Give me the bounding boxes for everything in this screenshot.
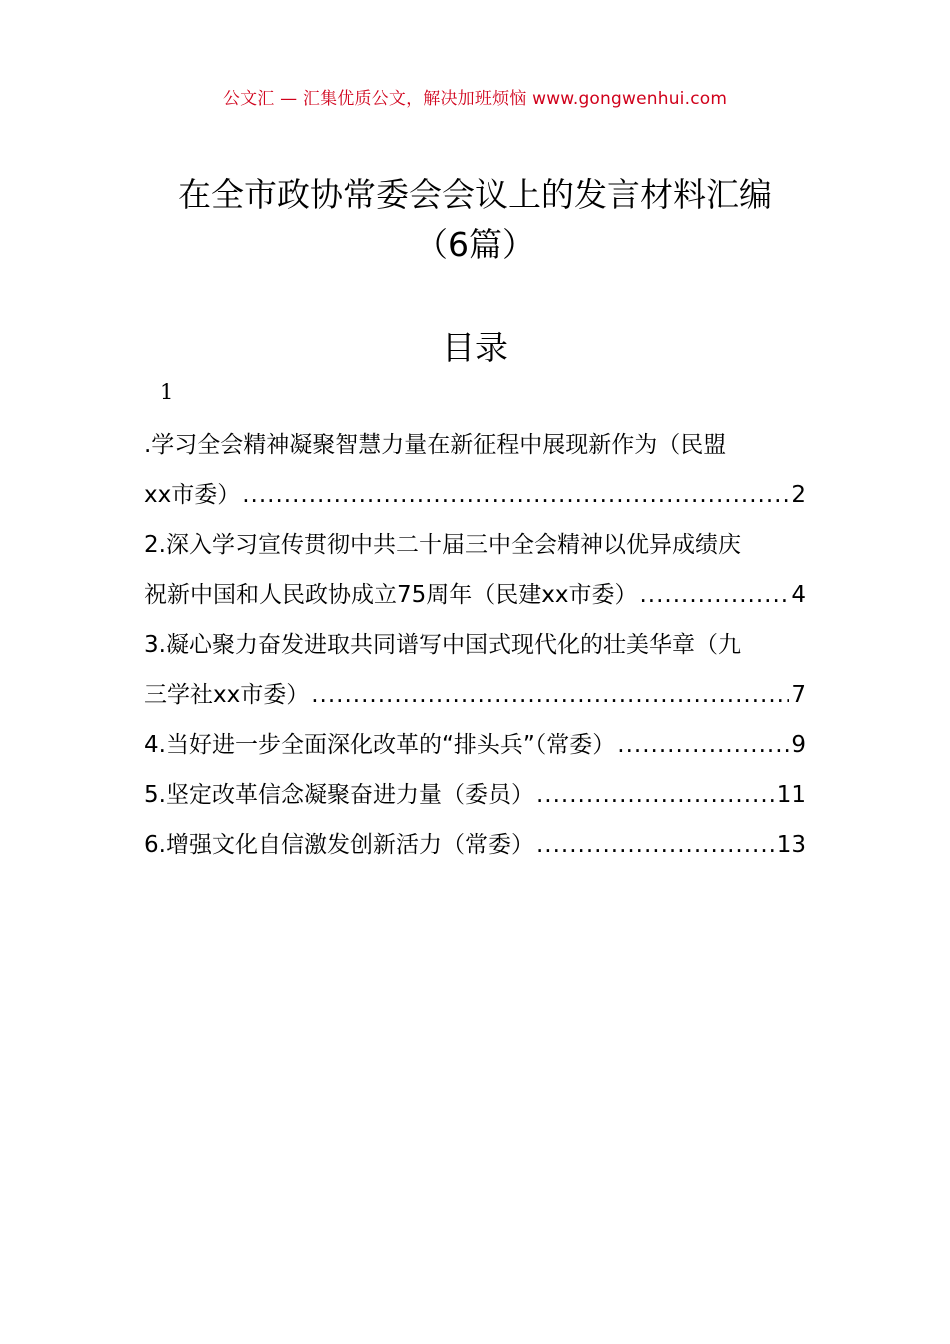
toc-entry-2-line-1[interactable]: 2.深入学习宣传贯彻中共二十届三中全会精神以优异成绩庆: [144, 532, 741, 558]
watermark-header: 公文汇 — 汇集优质公文，解决加班烦恼 www.gongwenhui.com: [222, 89, 728, 109]
toc-entry-1-line-2[interactable]: [144, 470, 806, 520]
toc-entry-4-leader: [617, 720, 789, 770]
stray-number: 1: [160, 380, 174, 404]
toc-entry-6-text: 6.增强文化自信激发创新活力（常委）: [144, 832, 534, 858]
toc-entry-6-page: 13: [776, 832, 806, 858]
toc-entry-1-line-1[interactable]: .学习全会精神凝聚智慧力量在新征程中展现新作为（民盟: [144, 432, 727, 458]
toc-entry-3-page: 7: [791, 682, 806, 708]
toc-entry-5-leader: [536, 770, 775, 820]
toc-entry-4-page: 9: [791, 732, 806, 758]
toc-entry-3-text: 三学社xx市委）: [144, 682, 310, 708]
toc-entry-2-line-2[interactable]: [144, 570, 806, 620]
toc-heading: 目录: [442, 328, 508, 367]
table-of-contents: [144, 420, 806, 870]
toc-entry-1-text: xx市委）: [144, 482, 241, 508]
toc-entry-2-text: 祝新中国和人民政协成立75周年（民建xx市委）: [144, 582, 638, 608]
toc-entry-5-text: 5.坚定改革信念凝聚奋进力量（委员）: [144, 782, 534, 808]
toc-entry-6[interactable]: [144, 820, 806, 870]
title-line-1: 在全市政协常委会会议上的发言材料汇编: [178, 175, 772, 214]
toc-entry-5-page: 11: [776, 782, 806, 808]
toc-entry-4-text: 4.当好进一步全面深化改革的“排头兵”（常委）: [144, 732, 616, 758]
toc-entry-1-leader: [242, 470, 789, 520]
document-title: [0, 170, 950, 270]
toc-entry-3-leader: [311, 670, 789, 720]
toc-entry-3-line-1[interactable]: 3.凝心聚力奋发进取共同谱写中国式现代化的壮美华章（九: [144, 632, 741, 658]
toc-entry-5[interactable]: [144, 770, 806, 820]
toc-entry-2-leader: [640, 570, 790, 620]
toc-entry-2-page: 4: [791, 582, 806, 608]
title-line-2: （6篇）: [415, 225, 535, 264]
toc-entry-6-leader: [536, 820, 775, 870]
toc-entry-1-page: 2: [791, 482, 806, 508]
toc-entry-4[interactable]: [144, 720, 806, 770]
toc-entry-3-line-2[interactable]: [144, 670, 806, 720]
